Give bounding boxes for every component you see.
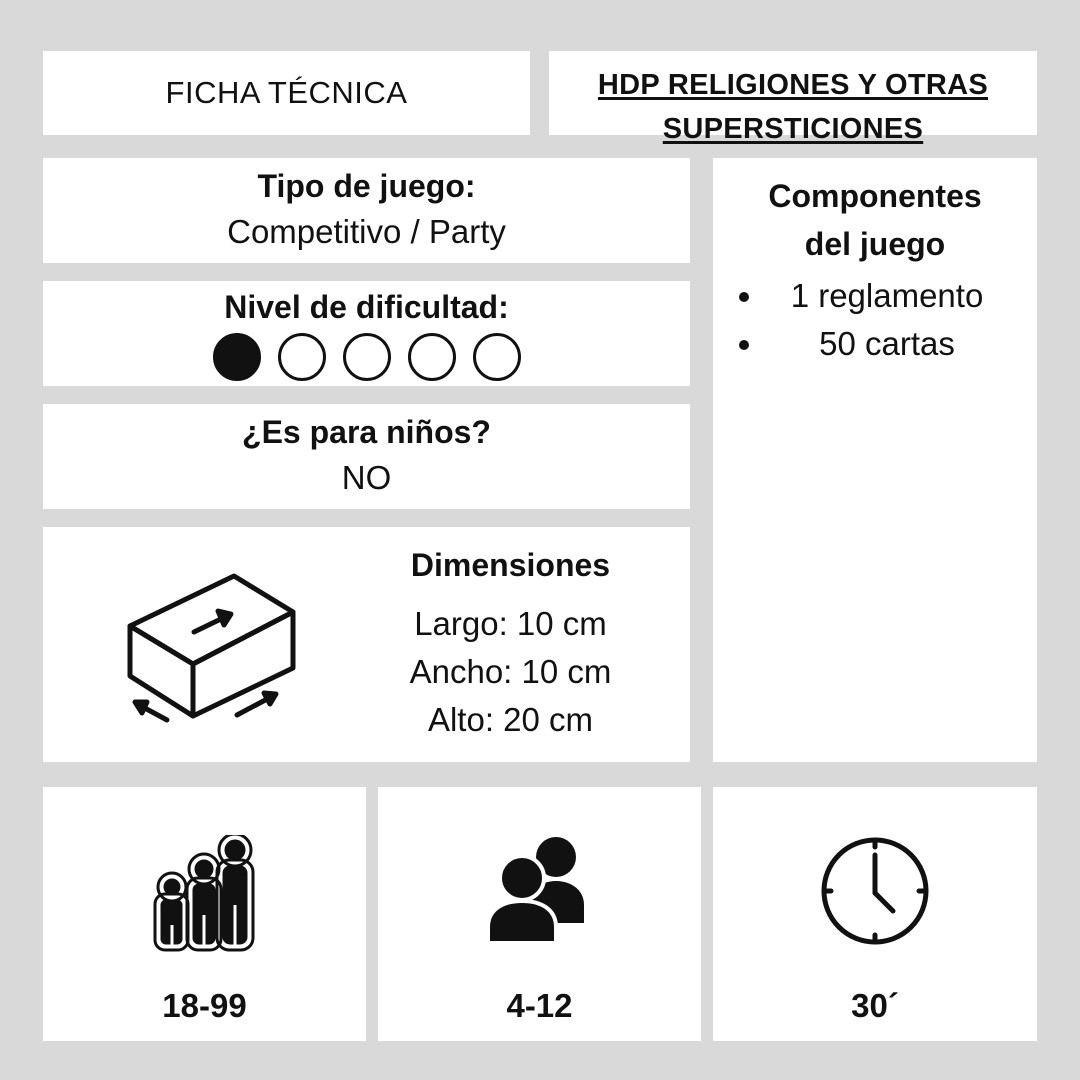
game-type-label: Tipo de juego:	[257, 168, 476, 204]
difficulty-box	[43, 281, 690, 386]
dimension-width: Ancho: 10 cm	[409, 653, 612, 690]
game-type-box	[43, 158, 690, 263]
players-box	[378, 787, 701, 1041]
kids-box	[43, 404, 690, 509]
family-ages-icon	[147, 835, 267, 955]
dimensions-title: Dimensiones	[410, 547, 611, 583]
dimension-height: Alto: 20 cm	[427, 701, 594, 738]
dimension-length: Largo: 10 cm	[414, 605, 607, 642]
play-time: 30´	[851, 987, 899, 1024]
age-box	[43, 787, 366, 1041]
game-title-box	[549, 51, 1037, 145]
components-title-line1: Componentes	[768, 178, 982, 214]
difficulty-filled-dot	[213, 333, 261, 381]
age-range: 18-99	[162, 987, 247, 1024]
player-count: 4-12	[506, 987, 573, 1024]
clock-icon	[819, 835, 931, 947]
components-box	[713, 158, 1037, 762]
dimensions-box	[43, 527, 690, 762]
components-title-line2: del juego	[804, 226, 946, 262]
time-box	[713, 787, 1037, 1041]
component-item: 50 cartas	[713, 320, 1037, 368]
difficulty-empty-dot	[343, 333, 391, 381]
difficulty-empty-dot	[408, 333, 456, 381]
players-icon	[486, 833, 596, 943]
difficulty-empty-dot	[473, 333, 521, 381]
box-arrows-icon	[123, 572, 323, 742]
difficulty-rating	[43, 333, 690, 381]
sheet-title-box	[43, 51, 530, 135]
difficulty-empty-dot	[278, 333, 326, 381]
game-title-line2: SUPERSTICIONES	[662, 113, 924, 145]
kids-label: ¿Es para niños?	[242, 414, 491, 450]
kids-value: NO	[341, 459, 392, 496]
game-title-line1: HDP RELIGIONES Y OTRAS	[597, 69, 989, 101]
sheet-title: FICHA TÉCNICA	[165, 75, 408, 110]
game-type-value: Competitivo / Party	[227, 213, 506, 250]
components-list	[713, 272, 1037, 368]
component-item: 1 reglamento	[713, 272, 1037, 320]
difficulty-label: Nivel de dificultad:	[224, 289, 509, 325]
